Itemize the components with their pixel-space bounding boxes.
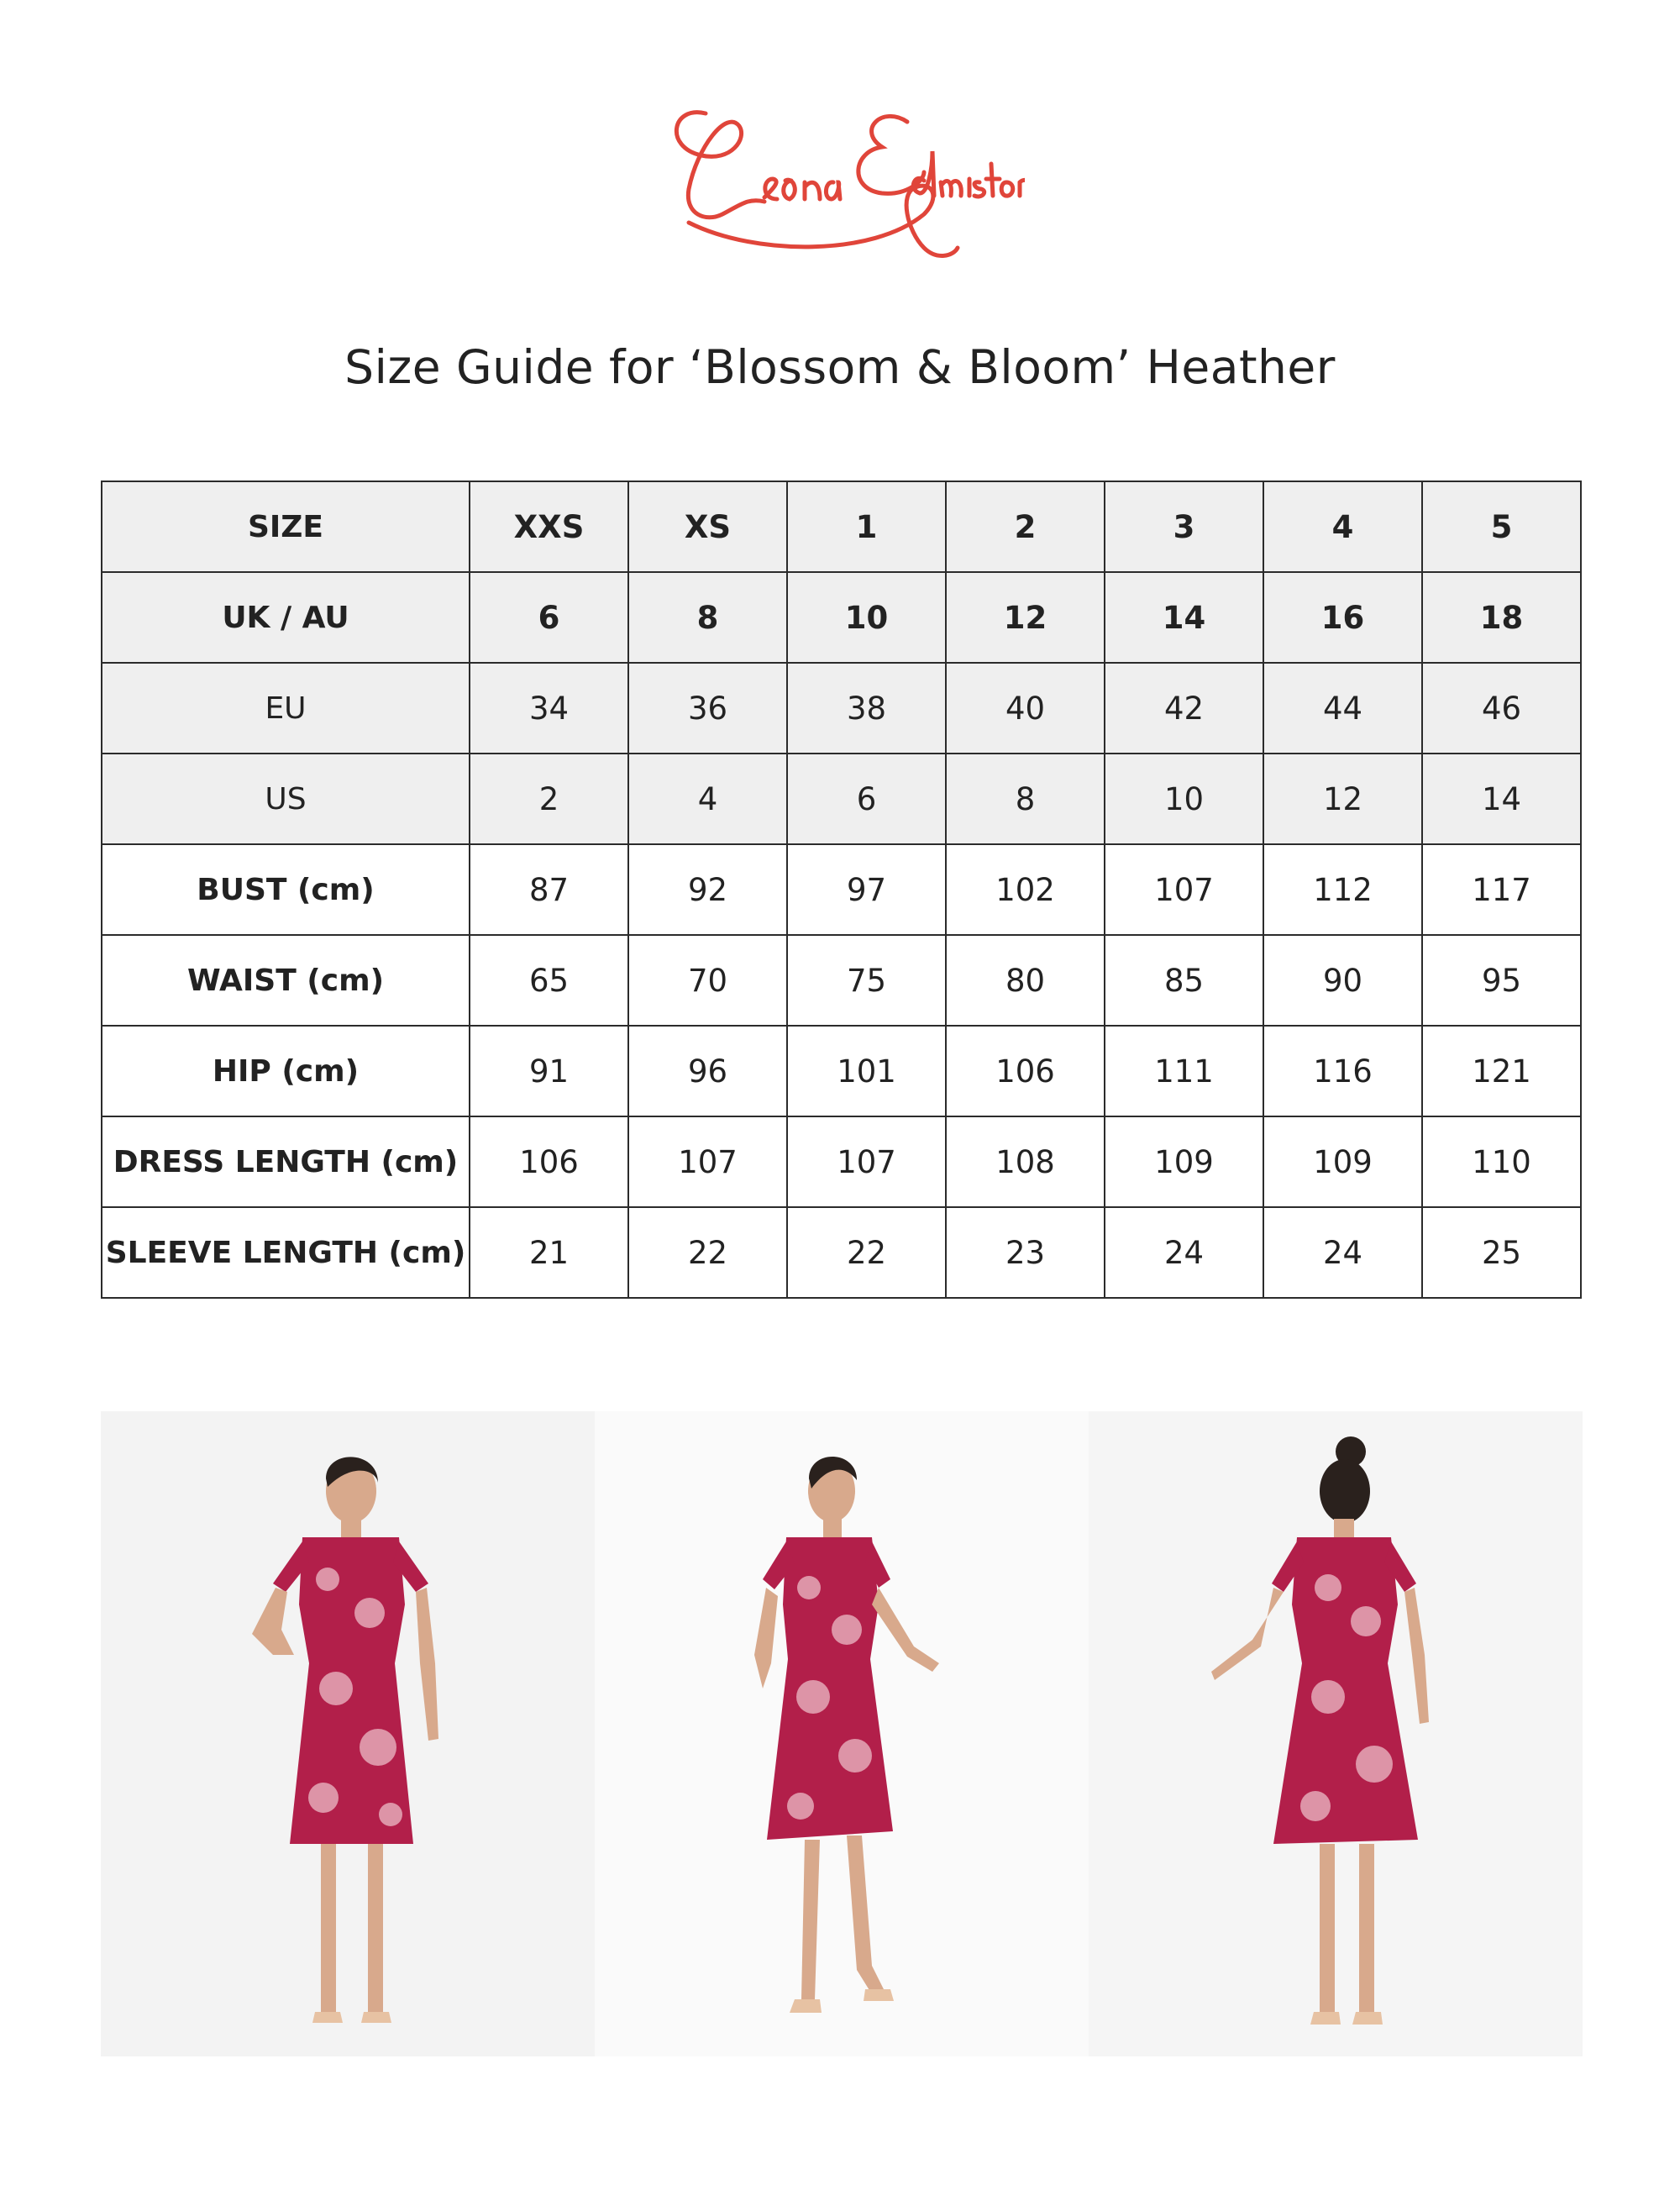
table-cell: 4 (1263, 481, 1422, 572)
table-cell: 18 (1422, 572, 1581, 663)
row-label: BUST (cm) (102, 844, 470, 935)
table-cell: 8 (946, 754, 1105, 844)
table-cell: 10 (1105, 754, 1263, 844)
table-cell: 106 (946, 1026, 1105, 1116)
table-cell: 96 (628, 1026, 787, 1116)
table-cell: 1 (787, 481, 946, 572)
table-cell: XXS (470, 481, 628, 572)
table-cell: 85 (1105, 935, 1263, 1026)
table-cell: 4 (628, 754, 787, 844)
product-photos (101, 1411, 1581, 2056)
table-cell: 107 (1105, 844, 1263, 935)
table-cell: 70 (628, 935, 787, 1026)
table-row-dress-length (102, 1116, 1581, 1207)
table-cell: 22 (787, 1207, 946, 1298)
row-label: HIP (cm) (102, 1026, 470, 1116)
row-label: SLEEVE LENGTH (cm) (102, 1207, 470, 1298)
table-cell: 2 (470, 754, 628, 844)
table-row-hip (102, 1026, 1581, 1116)
table-cell: 106 (470, 1116, 628, 1207)
table-row-size (102, 481, 1581, 572)
table-cell: XS (628, 481, 787, 572)
table-cell: 116 (1263, 1026, 1422, 1116)
table-row-eu (102, 663, 1581, 754)
table-cell: 24 (1105, 1207, 1263, 1298)
table-cell: 90 (1263, 935, 1422, 1026)
model-photo-front (101, 1411, 595, 2056)
row-label: DRESS LENGTH (cm) (102, 1116, 470, 1207)
table-cell: 107 (787, 1116, 946, 1207)
table-cell: 6 (470, 572, 628, 663)
table-cell: 5 (1422, 481, 1581, 572)
table-cell: 97 (787, 844, 946, 935)
table-cell: 24 (1263, 1207, 1422, 1298)
brand-logo (655, 88, 1025, 281)
table-cell: 108 (946, 1116, 1105, 1207)
table-row-bust (102, 844, 1581, 935)
table-cell: 14 (1422, 754, 1581, 844)
size-guide-table (101, 481, 1582, 1299)
table-cell: 40 (946, 663, 1105, 754)
row-label: WAIST (cm) (102, 935, 470, 1026)
table-cell: 107 (628, 1116, 787, 1207)
table-cell: 38 (787, 663, 946, 754)
table-cell: 101 (787, 1026, 946, 1116)
table-cell: 95 (1422, 935, 1581, 1026)
table-cell: 23 (946, 1207, 1105, 1298)
table-cell: 36 (628, 663, 787, 754)
table-row-sleeve-length (102, 1207, 1581, 1298)
table-cell: 34 (470, 663, 628, 754)
table-cell: 16 (1263, 572, 1422, 663)
table-row-waist (102, 935, 1581, 1026)
table-cell: 14 (1105, 572, 1263, 663)
table-cell: 75 (787, 935, 946, 1026)
table-cell: 46 (1422, 663, 1581, 754)
model-photo-three-quarter (595, 1411, 1089, 2056)
table-cell: 12 (946, 572, 1105, 663)
table-cell: 3 (1105, 481, 1263, 572)
table-cell: 2 (946, 481, 1105, 572)
row-label: US (102, 754, 470, 844)
table-cell: 65 (470, 935, 628, 1026)
table-cell: 21 (470, 1207, 628, 1298)
signature-logo-graphic (655, 88, 1025, 281)
table-cell: 6 (787, 754, 946, 844)
table-cell: 109 (1263, 1116, 1422, 1207)
table-cell: 112 (1263, 844, 1422, 935)
table-cell: 44 (1263, 663, 1422, 754)
table-cell: 92 (628, 844, 787, 935)
table-cell: 87 (470, 844, 628, 935)
table-cell: 111 (1105, 1026, 1263, 1116)
table-cell: 12 (1263, 754, 1422, 844)
table-cell: 8 (628, 572, 787, 663)
page-title: Size Guide for ‘Blossom & Bloom’ Heather (344, 340, 1336, 394)
table-cell: 102 (946, 844, 1105, 935)
table-cell: 121 (1422, 1026, 1581, 1116)
table-cell: 117 (1422, 844, 1581, 935)
row-label: EU (102, 663, 470, 754)
table-cell: 80 (946, 935, 1105, 1026)
table-row-us (102, 754, 1581, 844)
table-cell: 42 (1105, 663, 1263, 754)
table-cell: 25 (1422, 1207, 1581, 1298)
table-cell: 91 (470, 1026, 628, 1116)
table-cell: 109 (1105, 1116, 1263, 1207)
table-cell: 22 (628, 1207, 787, 1298)
model-photo-back (1089, 1411, 1583, 2056)
table-row-uk-au (102, 572, 1581, 663)
row-label: UK / AU (102, 572, 470, 663)
table-cell: 10 (787, 572, 946, 663)
row-label: SIZE (102, 481, 470, 572)
table-cell: 110 (1422, 1116, 1581, 1207)
